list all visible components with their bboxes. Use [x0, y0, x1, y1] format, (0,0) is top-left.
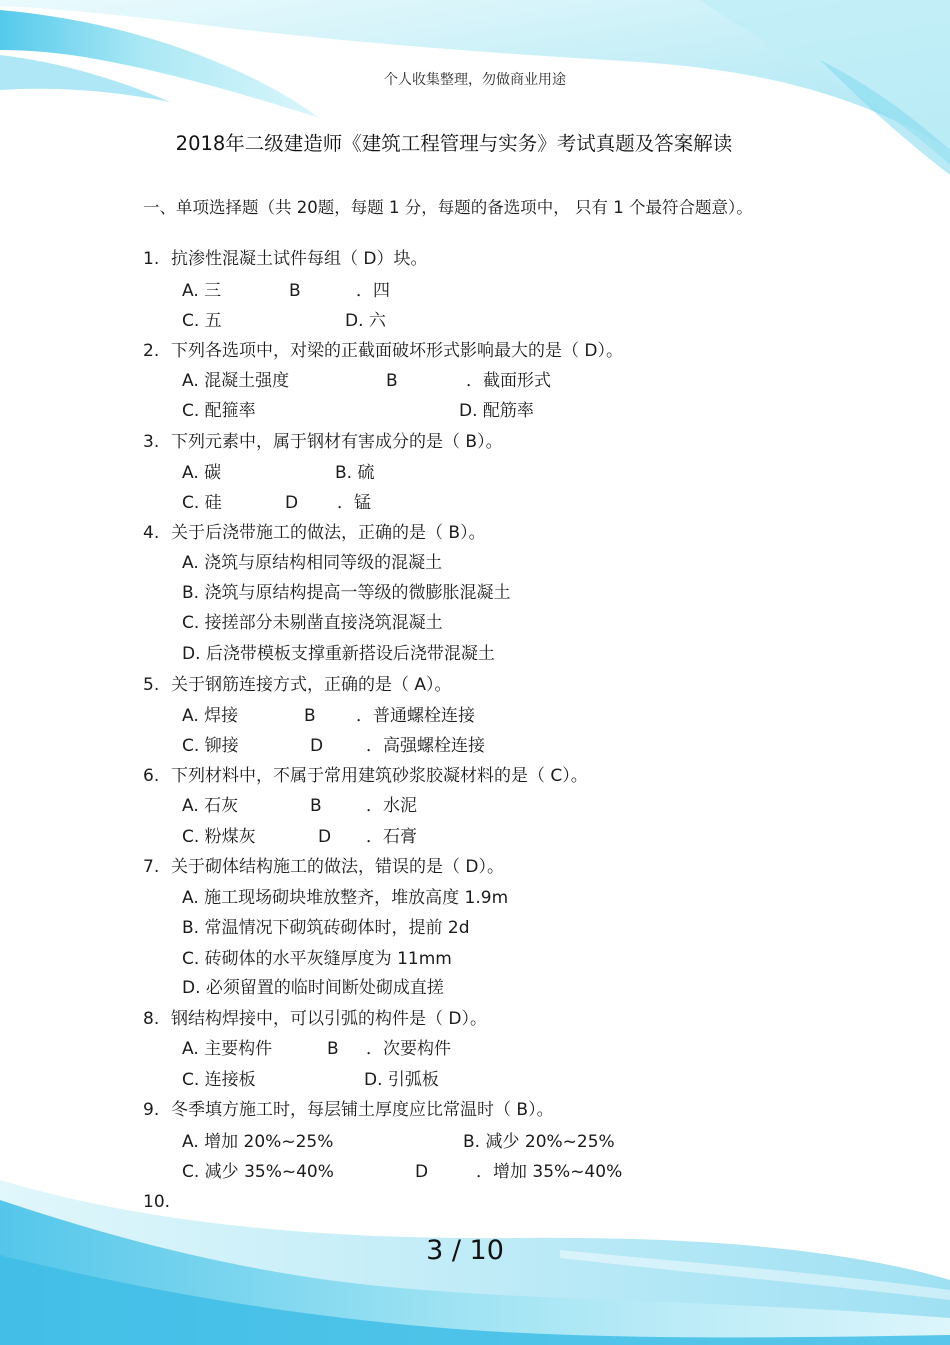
option-b-letter: B: [289, 281, 301, 301]
question-stem: 关于砌体结构施工的做法，错误的是（ D）。: [171, 857, 504, 877]
question-stem: 下列材料中，不属于常用建筑砂浆胶凝材料的是（ C）。: [171, 766, 588, 786]
option-b-letter: B: [310, 796, 322, 816]
option-b-text: ．普通螺栓连接: [356, 706, 475, 726]
option-a: A. 增加 20%~25%: [182, 1132, 334, 1152]
option-d-letter: D: [310, 736, 324, 756]
question-stem: 下列各选项中，对梁的正截面破坏形式影响最大的是（ D）。: [171, 341, 623, 361]
question-number: 4.: [143, 523, 160, 543]
option-b-letter: B: [304, 706, 316, 726]
document-title: 2018年二级建造师《建筑工程管理与实务》考试真题及答案解读: [175, 132, 733, 155]
page-indicator: 3 / 10: [426, 1235, 504, 1266]
question-stem: 关于钢筋连接方式，正确的是（ A）。: [171, 675, 452, 695]
option-a: A. 石灰: [182, 796, 239, 816]
question-stem: 钢结构焊接中，可以引弧的构件是（ D）。: [171, 1009, 487, 1029]
question-stem: 抗渗性混凝土试件每组（ D）块。: [171, 249, 428, 269]
option-a: A. 浇筑与原结构相同等级的混凝土: [182, 553, 443, 573]
option-b: B. 硫: [335, 463, 375, 483]
question-number: 9.: [143, 1100, 160, 1120]
option-d-letter: D: [285, 493, 299, 513]
question-stem: 冬季填方施工时，每层铺土厚度应比常温时（ B）。: [171, 1100, 554, 1120]
option-c: C. 粉煤灰: [182, 827, 256, 847]
question-number: 3.: [143, 432, 160, 452]
option-d-text: ．锰: [337, 493, 371, 513]
option-b-letter: B: [386, 371, 398, 391]
option-d: D. 配筋率: [459, 401, 534, 421]
option-d-text: ．高强螺栓连接: [366, 736, 485, 756]
question-number: 6.: [143, 766, 160, 786]
option-b-text: ．四: [356, 281, 390, 301]
option-b: B. 常温情况下砌筑砖砌体时，提前 2d: [182, 918, 470, 938]
option-d: D. 必须留置的临时间断处砌成直搓: [182, 978, 444, 998]
option-a: A. 主要构件: [182, 1039, 273, 1059]
option-a: A. 施工现场砌块堆放整齐，堆放高度 1.9m: [182, 888, 509, 908]
question-stem: 下列元素中，属于钢材有害成分的是（ B）。: [171, 432, 503, 452]
option-c: C. 连接板: [182, 1070, 256, 1090]
option-d: D. 六: [345, 311, 386, 331]
option-b-text: ．截面形式: [466, 371, 551, 391]
option-d: D. 引弧板: [364, 1070, 439, 1090]
question-number: 8.: [143, 1009, 160, 1029]
option-d-letter: D: [318, 827, 332, 847]
option-c: C. 减少 35%~40%: [182, 1162, 334, 1182]
question-number: 2.: [143, 341, 160, 361]
option-a: A. 焊接: [182, 706, 239, 726]
option-d-text: ．石膏: [366, 827, 417, 847]
question-number: 7.: [143, 857, 160, 877]
option-d: D. 后浇带模板支撑重新搭设后浇带混凝土: [182, 644, 495, 664]
option-b-letter: B: [327, 1039, 339, 1059]
option-a: A. 三: [182, 281, 222, 301]
question-stem: 关于后浇带施工的做法，正确的是（ B）。: [171, 523, 486, 543]
option-a: A. 混凝土强度: [182, 371, 290, 391]
option-d-letter: D: [415, 1162, 429, 1182]
option-b-text: ．水泥: [366, 796, 417, 816]
section-heading: 一、单项选择题（共 20题，每题 1 分，每题的备选项中， 只有 1 个最符合题意）。: [143, 198, 753, 217]
option-c: C. 硅: [182, 493, 222, 513]
header-note: 个人收集整理，勿做商业用途: [384, 72, 566, 88]
question-number: 5.: [143, 675, 160, 695]
option-b-text: ．次要构件: [366, 1039, 451, 1059]
option-b: B. 浇筑与原结构提高一等级的微膨胀混凝土: [182, 583, 511, 603]
option-c: C. 砖砌体的水平灰缝厚度为 11mm: [182, 949, 452, 969]
option-a: A. 碳: [182, 463, 222, 483]
option-c: C. 配箍率: [182, 401, 256, 421]
option-b: B. 减少 20%~25%: [463, 1132, 615, 1152]
option-c: C. 铆接: [182, 736, 239, 756]
option-d-text: ．增加 35%~40%: [476, 1162, 623, 1182]
question-number: 1.: [143, 249, 160, 269]
option-c: C. 接搓部分未剔凿直接浇筑混凝土: [182, 613, 443, 633]
option-c: C. 五: [182, 311, 222, 331]
question-number: 10.: [143, 1192, 171, 1212]
